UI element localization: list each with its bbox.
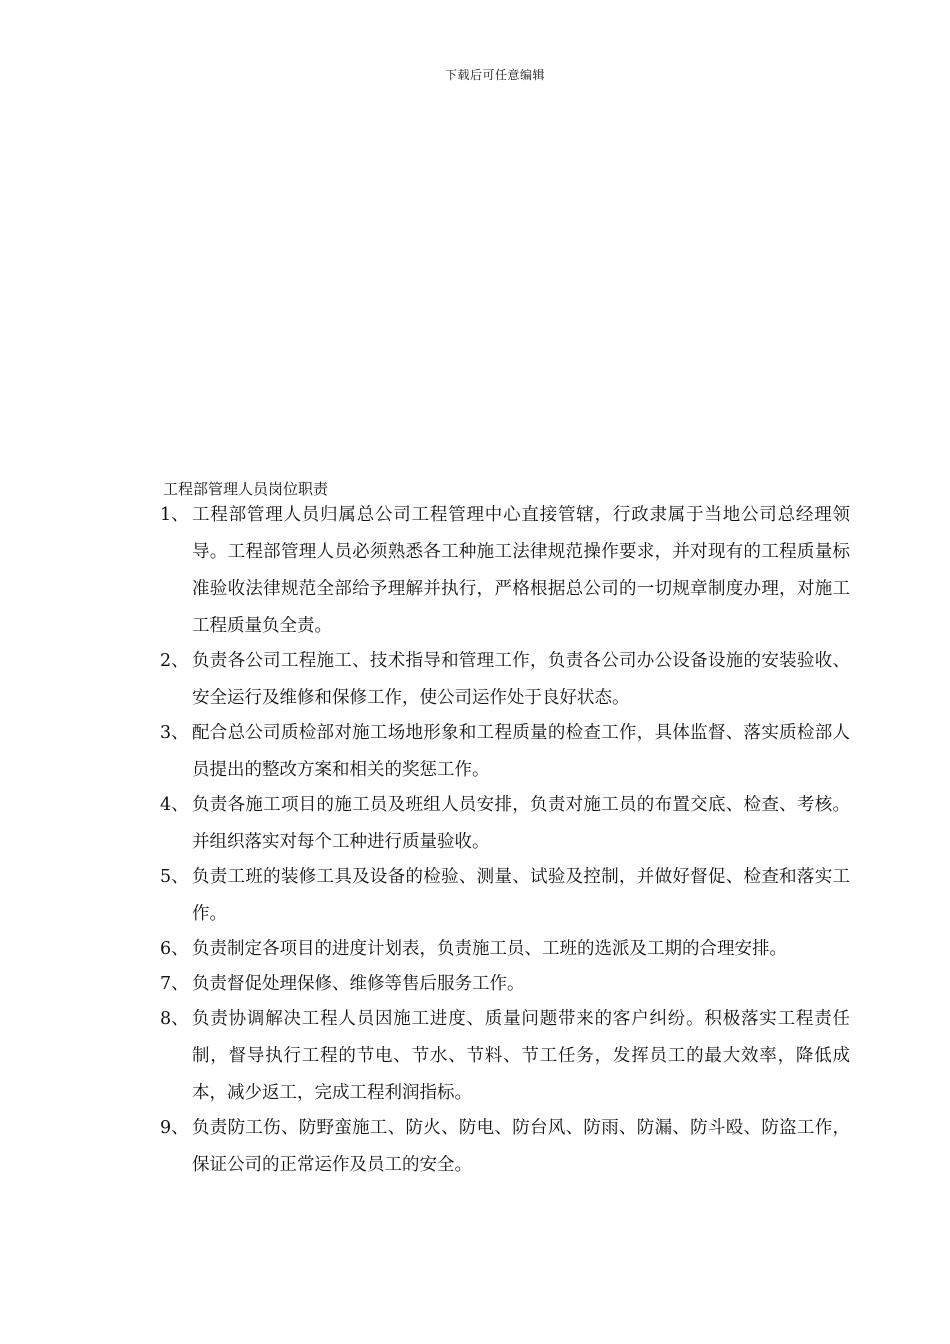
item-number: 4、 — [160, 795, 189, 815]
item-text: 负责工班的装修工具及设备的检验、测量、试验及控制，并做好督促、检查和落实工作。 — [192, 867, 850, 924]
item-number: 6、 — [160, 939, 189, 959]
list-item — [160, 715, 850, 789]
item-text: 负责各施工项目的施工员及班组人员安排，负责对施工员的布置交底、检查、考核。并组织落实对每个工种进行质量验收。 — [192, 795, 850, 852]
item-number: 7、 — [160, 974, 189, 994]
list-item — [160, 1110, 850, 1184]
list-item — [160, 966, 850, 1003]
duty-list — [160, 497, 850, 1182]
item-text: 负责各公司工程施工、技术指导和管理工作，负责各公司办公设备设施的安装验收、安全运行及维修和保修工作，使公司运作处于良好状态。 — [192, 651, 850, 708]
item-number: 2、 — [160, 651, 189, 671]
item-number: 8、 — [160, 1009, 189, 1029]
item-text: 工程部管理人员归属总公司工程管理中心直接管辖，行政隶属于当地公司总经理领导。工程部管理人员必须熟悉各工种施工法律规范操作要求，并对现有的工程质量标准验收法律规范全部给予理解并执行，严格根据总公司的一切规章制度办理，对施工工程质量负全责。 — [192, 505, 850, 636]
item-text: 负责协调解决工程人员因施工进度、质量问题带来的客户纠纷。积极落实工程责任制，督导执行工程的节电、节水、节料、节工任务，发挥员工的最大效率，降低成本，减少返工，完成工程利润指标。 — [192, 1009, 850, 1103]
item-text: 负责防工伤、防野蛮施工、防火、防电、防台风、防雨、防漏、防斗殴、防盗工作，保证公司的正常运作及员工的安全。 — [192, 1118, 850, 1175]
list-item — [160, 643, 850, 717]
document-title: 工程部管理人员岗位职责 — [163, 480, 329, 498]
item-text: 负责督促处理保修、维修等售后服务工作。 — [192, 974, 525, 994]
item-text: 配合总公司质检部对施工场地形象和工程质量的检查工作，具体监督、落实质检部人员提出的整改方案和相关的奖惩工作。 — [192, 723, 850, 780]
list-item — [160, 1001, 850, 1112]
list-item — [160, 787, 850, 861]
item-number: 5、 — [160, 867, 189, 887]
item-text: 负责制定各项目的进度计划表，负责施工员、工班的选派及工期的合理安排。 — [192, 939, 787, 959]
page-header: 下载后可任意编辑 — [444, 68, 545, 82]
list-item — [160, 859, 850, 933]
list-item — [160, 497, 850, 645]
item-number: 3、 — [160, 723, 189, 743]
list-item — [160, 931, 850, 968]
item-number: 9、 — [160, 1118, 189, 1138]
item-number: 1、 — [160, 505, 189, 525]
